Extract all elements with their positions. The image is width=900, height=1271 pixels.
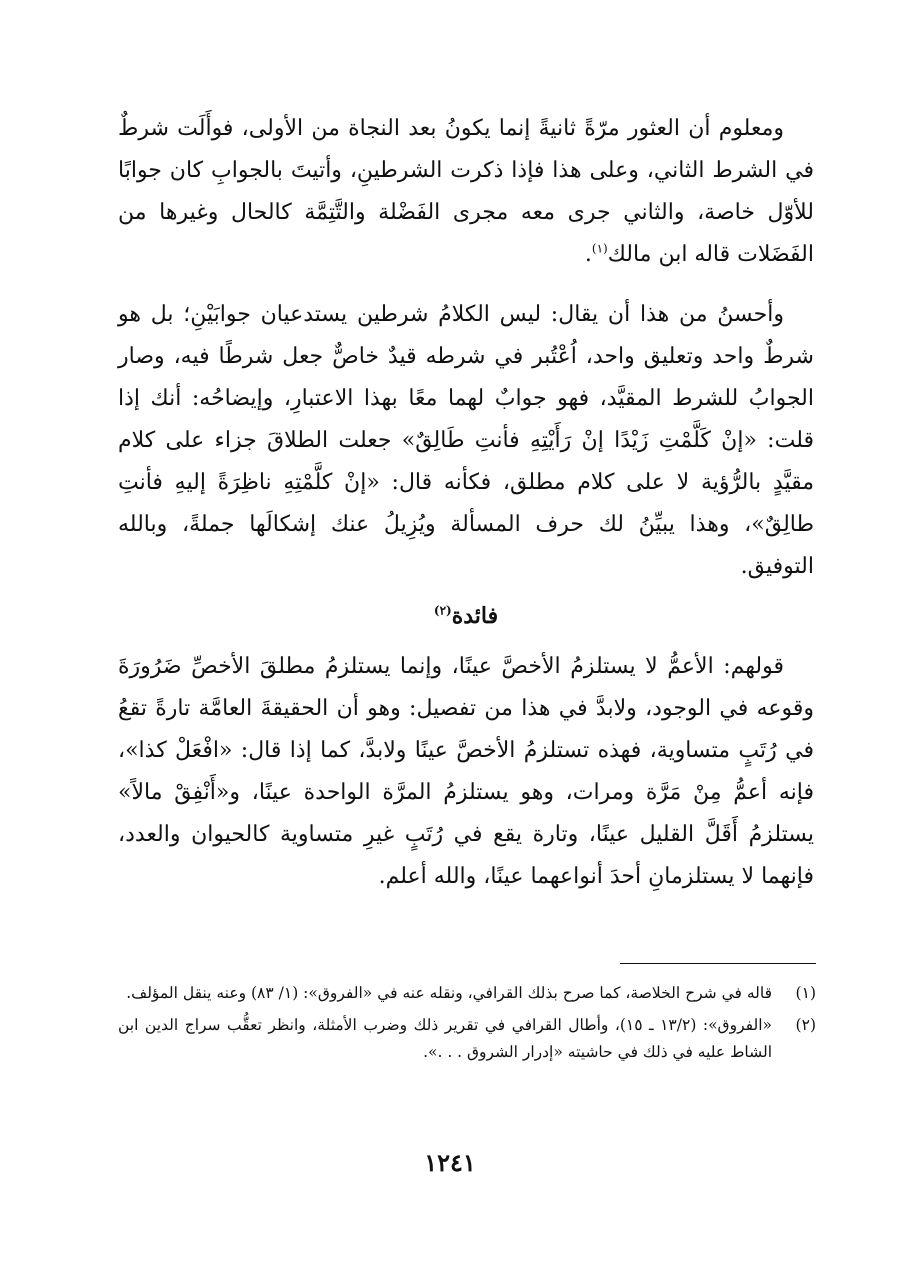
footnote-number: (٢) [795, 1016, 816, 1034]
footnote-ref-1[interactable]: (١) [591, 241, 608, 256]
footnote-item [118, 1012, 816, 1066]
footnote-item [118, 980, 816, 1007]
section-heading [118, 596, 814, 636]
paragraph-1-end: . [584, 242, 592, 267]
footnote-divider [620, 963, 816, 964]
body-paragraph-3: قولهم: الأعمُّ لا يستلزمُ الأخصَّ عينًا، وإنما يستلزمُ مطلقَ الأخصِّ ضَرُورَةَ وقوعه في الوجود، ولابدَّ في هذا من تفصيل: وهو أن الحقيقةَ العامَّة تارةً تقعُ في رُتَبٍ متساوية، فهذه تستلزمُ الأخصَّ عينًا ولابدَّ، كما إذا قال: «افْعَلْ كذا»، فإنه أعمُّ مِنْ مَرَّة ومرات، وهو يستلزمُ المرَّة الواحدة عينًا، و«أَنْفِقْ مالاً» يستلزمُ أَقَلَّ القليل عينًا، وتارة يقع في رُتَبٍ غيرِ متساوية كالحيوان والعدد، فإنهما لا يستلزمانِ أحدَ أنواعهما عينًا، والله أعلم. [118, 654, 814, 889]
body-paragraph-2: وأحسنُ من هذا أن يقال: ليس الكلامُ شرطين يستدعيان جوابَيْنِ؛ بل هو شرطٌ واحد وتعليق واحد، اُعْتُبر في شرطه قيدٌ خاصٌّ جعل شرطًا فيه، وصار الجوابُ للشرط المقيَّد، فهو جوابٌ لهما معًا بهذا الاعتبارِ، وإيضاحُه: أنك إذا قلت: «إنْ كَلَّمْتِ زَيْدًا إنْ رَأَيْتِهِ فأنتِ طَالِقٌ» جعلت الطلاقَ جزاء على كلام مقيَّدٍ بالرُّؤية لا على كلام مطلق، فكأنه قال: «إنْ كلَّمْتِهِ ناظِرَةً إليهِ فأنتِ طالِقٌ»، وهذا يبيِّنُ لك حرف المسألة ويُزِيلُ عنك إشكالَها جملةً، وبالله التوفيق. [118, 302, 814, 579]
footnote-text: «الفروق»: (١٣/٢ ـ ١٥)، وأطال القرافي في تقرير ذلك وضرب الأمثلة، وانظر تعقُّب سراج الدين ابن الشاط عليه في ذلك في حاشيته «إدرار الشروق . . .». [118, 1016, 772, 1061]
body-paragraph-1 [118, 108, 814, 276]
page-body [118, 108, 814, 898]
footnote-number: (١) [795, 984, 816, 1002]
footnote-text: قاله في شرح الخلاصة، كما صرح بذلك القرافي، ونقله عنه في «الفروق»: (١/ ٨٣) وعنه ينقل المؤلف. [126, 984, 772, 1002]
footnotes [118, 980, 816, 1071]
section-heading-text: فائدة [451, 603, 499, 629]
page-number: ١٢٤١ [424, 1148, 476, 1177]
footnote-ref-2[interactable]: (٢) [433, 603, 452, 618]
paragraph-1-text: ومعلوم أن العثور مرّةً ثانيةً إنما يكونُ بعد النجاة من الأولى، فوأَلَت شرطٌ في الشرط الثاني، وعلى هذا فإذا ذكرت الشرطينِ، وأتيتَ بالجوابِ كان جوابًا للأوّل خاصة، والثاني جرى معه مجرى الفَضْلة والتَّتِمَّة كالحال وغيرها من الفَضَلات قاله ابن مالك [118, 116, 814, 267]
